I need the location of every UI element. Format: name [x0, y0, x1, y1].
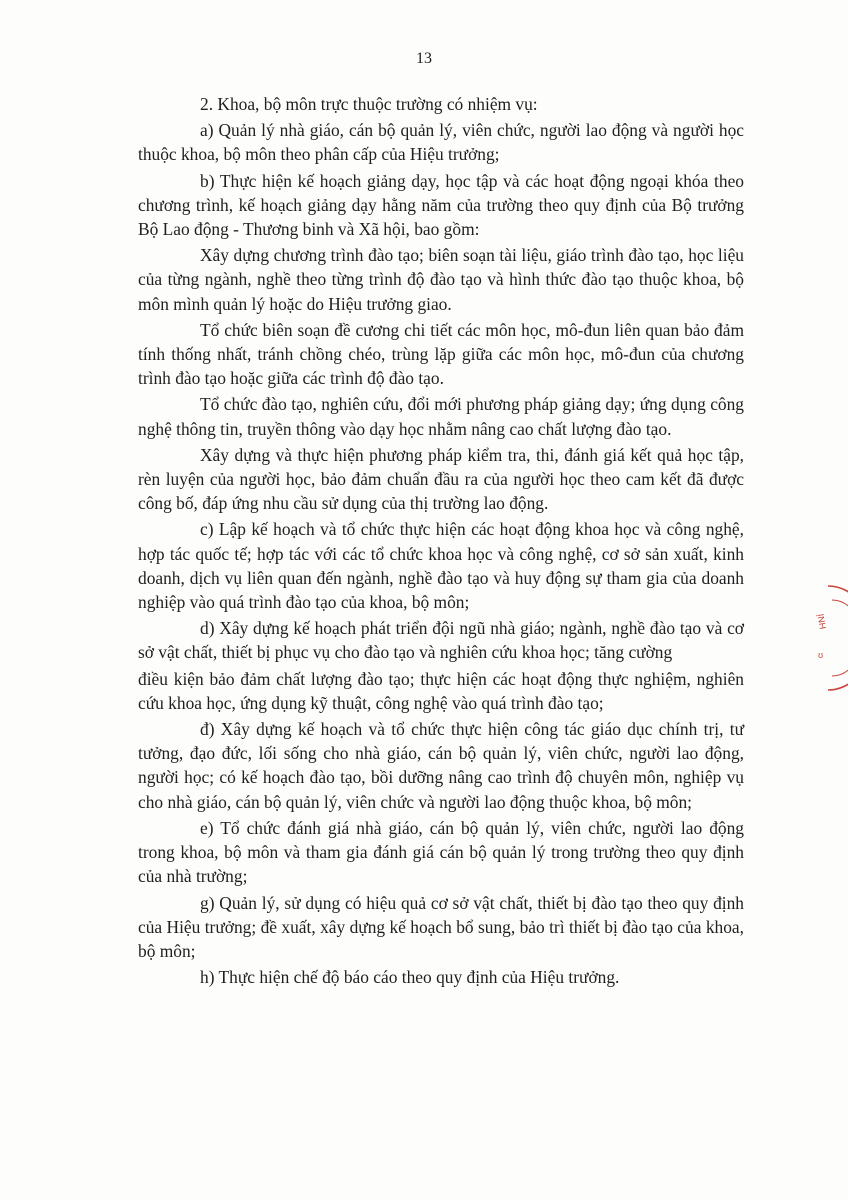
paragraph-item-h: h) Thực hiện chế độ báo cáo theo quy định của Hiệu trưởng.: [200, 967, 620, 988]
paragraph-b-assessment: Xây dựng và thực hiện phương pháp kiểm tra, thi, đánh giá kết quả học tập, rèn luyện của người học, bảo đảm chuẩn đầu ra của người học theo cam kết đã được công bố, đáp ứng nhu cầu sử dụng của thị trường lao động.: [138, 444, 744, 514]
stamp-mark: ʊ: [818, 650, 824, 660]
stamp-inner-arc: [832, 600, 848, 676]
stamp-text: ỊNH: [815, 613, 828, 631]
paragraph-item-dd: đ) Xây dựng kế hoạch và tổ chức thực hiện công tác giáo dục chính trị, tư tưởng, đạo đức, lối sống cho nhà giáo, cán bộ quản lý, viên chức, người lao động, người học; có kế hoạch đào tạo, bồi dưỡng nâng cao trình độ chuyên môn, nghiệp vụ cho nhà giáo, cán bộ quản lý, viên chức và người lao động thuộc khoa, bộ môn;: [138, 719, 744, 812]
paragraph-item-b: b) Thực hiện kế hoạch giảng dạy, học tập và các hoạt động ngoại khóa theo chương trình, kế hoạch giảng dạy hằng năm của trường theo quy định của Bộ trưởng Bộ Lao động - Thương binh và Xã hội, bao gồm:: [138, 170, 744, 240]
red-seal-stamp-fragment: [808, 578, 848, 698]
paragraph-b-curriculum: Xây dựng chương trình đào tạo; biên soạn tài liệu, giáo trình đào tạo, học liệu của từng ngành, nghề theo từng trình độ đào tạo và hình thức đào tạo thuộc khoa, bộ môn mình quản lý hoặc do Hiệu trưởng giao.: [138, 245, 744, 314]
paragraph-b-training: Tổ chức đào tạo, nghiên cứu, đổi mới phương pháp giảng dạy; ứng dụng công nghệ thông tin, truyền thông vào dạy học nhằm nâng cao chất lượng đào tạo.: [138, 394, 744, 439]
paragraph-item-c: c) Lập kế hoạch và tổ chức thực hiện các hoạt động khoa học và công nghệ, hợp tác quốc tế; hợp tác với các tổ chức khoa học và công nghệ, cơ sở sản xuất, kinh doanh, dịch vụ liên quan đến ngành, nghề đào tạo và huy động sự tham gia của doanh nghiệp vào quá trình đào tạo của khoa, bộ môn;: [138, 519, 744, 613]
page-number: 13: [416, 50, 432, 67]
stamp-outer-arc: [828, 586, 848, 690]
paragraph-b-syllabus: Tổ chức biên soạn đề cương chi tiết các môn học, mô-đun liên quan bảo đảm tính thống nhất, tránh chồng chéo, trùng lặp giữa các môn học, mô-đun của chương trình đào tạo hoặc giữa các trình độ đào tạo.: [138, 319, 744, 389]
paragraph-item-d: d) Xây dựng kế hoạch phát triển đội ngũ nhà giáo; ngành, nghề đào tạo và cơ sở vật chất, thiết bị phục vụ cho đào tạo và nghiên cứu khoa học; tăng cường: [138, 618, 744, 663]
paragraph-item-e: e) Tổ chức đánh giá nhà giáo, cán bộ quản lý, viên chức, người lao động trong khoa, bộ môn và tham gia đánh giá cán bộ quản lý trong trường theo quy định của nhà trường;: [138, 817, 744, 887]
paragraph-item-a: a) Quản lý nhà giáo, cán bộ quản lý, viên chức, người lao động và người học thuộc khoa, bộ môn theo phân cấp của Hiệu trưởng;: [138, 120, 744, 165]
paragraph-item-g: g) Quản lý, sử dụng có hiệu quả cơ sở vật chất, thiết bị đào tạo theo quy định của Hiệu trưởng; đề xuất, xây dựng kế hoạch bổ sung, bảo trì thiết bị đào tạo của khoa, bộ môn;: [138, 892, 744, 961]
document-body: [138, 92, 744, 991]
paragraph-section-2: 2. Khoa, bộ môn trực thuộc trường có nhiệm vụ:: [200, 94, 538, 114]
paragraph-item-d-continued: điều kiện bảo đảm chất lượng đào tạo; thực hiện các hoạt động thực nghiệm, nghiên cứu khoa học, ứng dụng kỹ thuật, công nghệ vào quá trình đào tạo;: [138, 668, 744, 713]
